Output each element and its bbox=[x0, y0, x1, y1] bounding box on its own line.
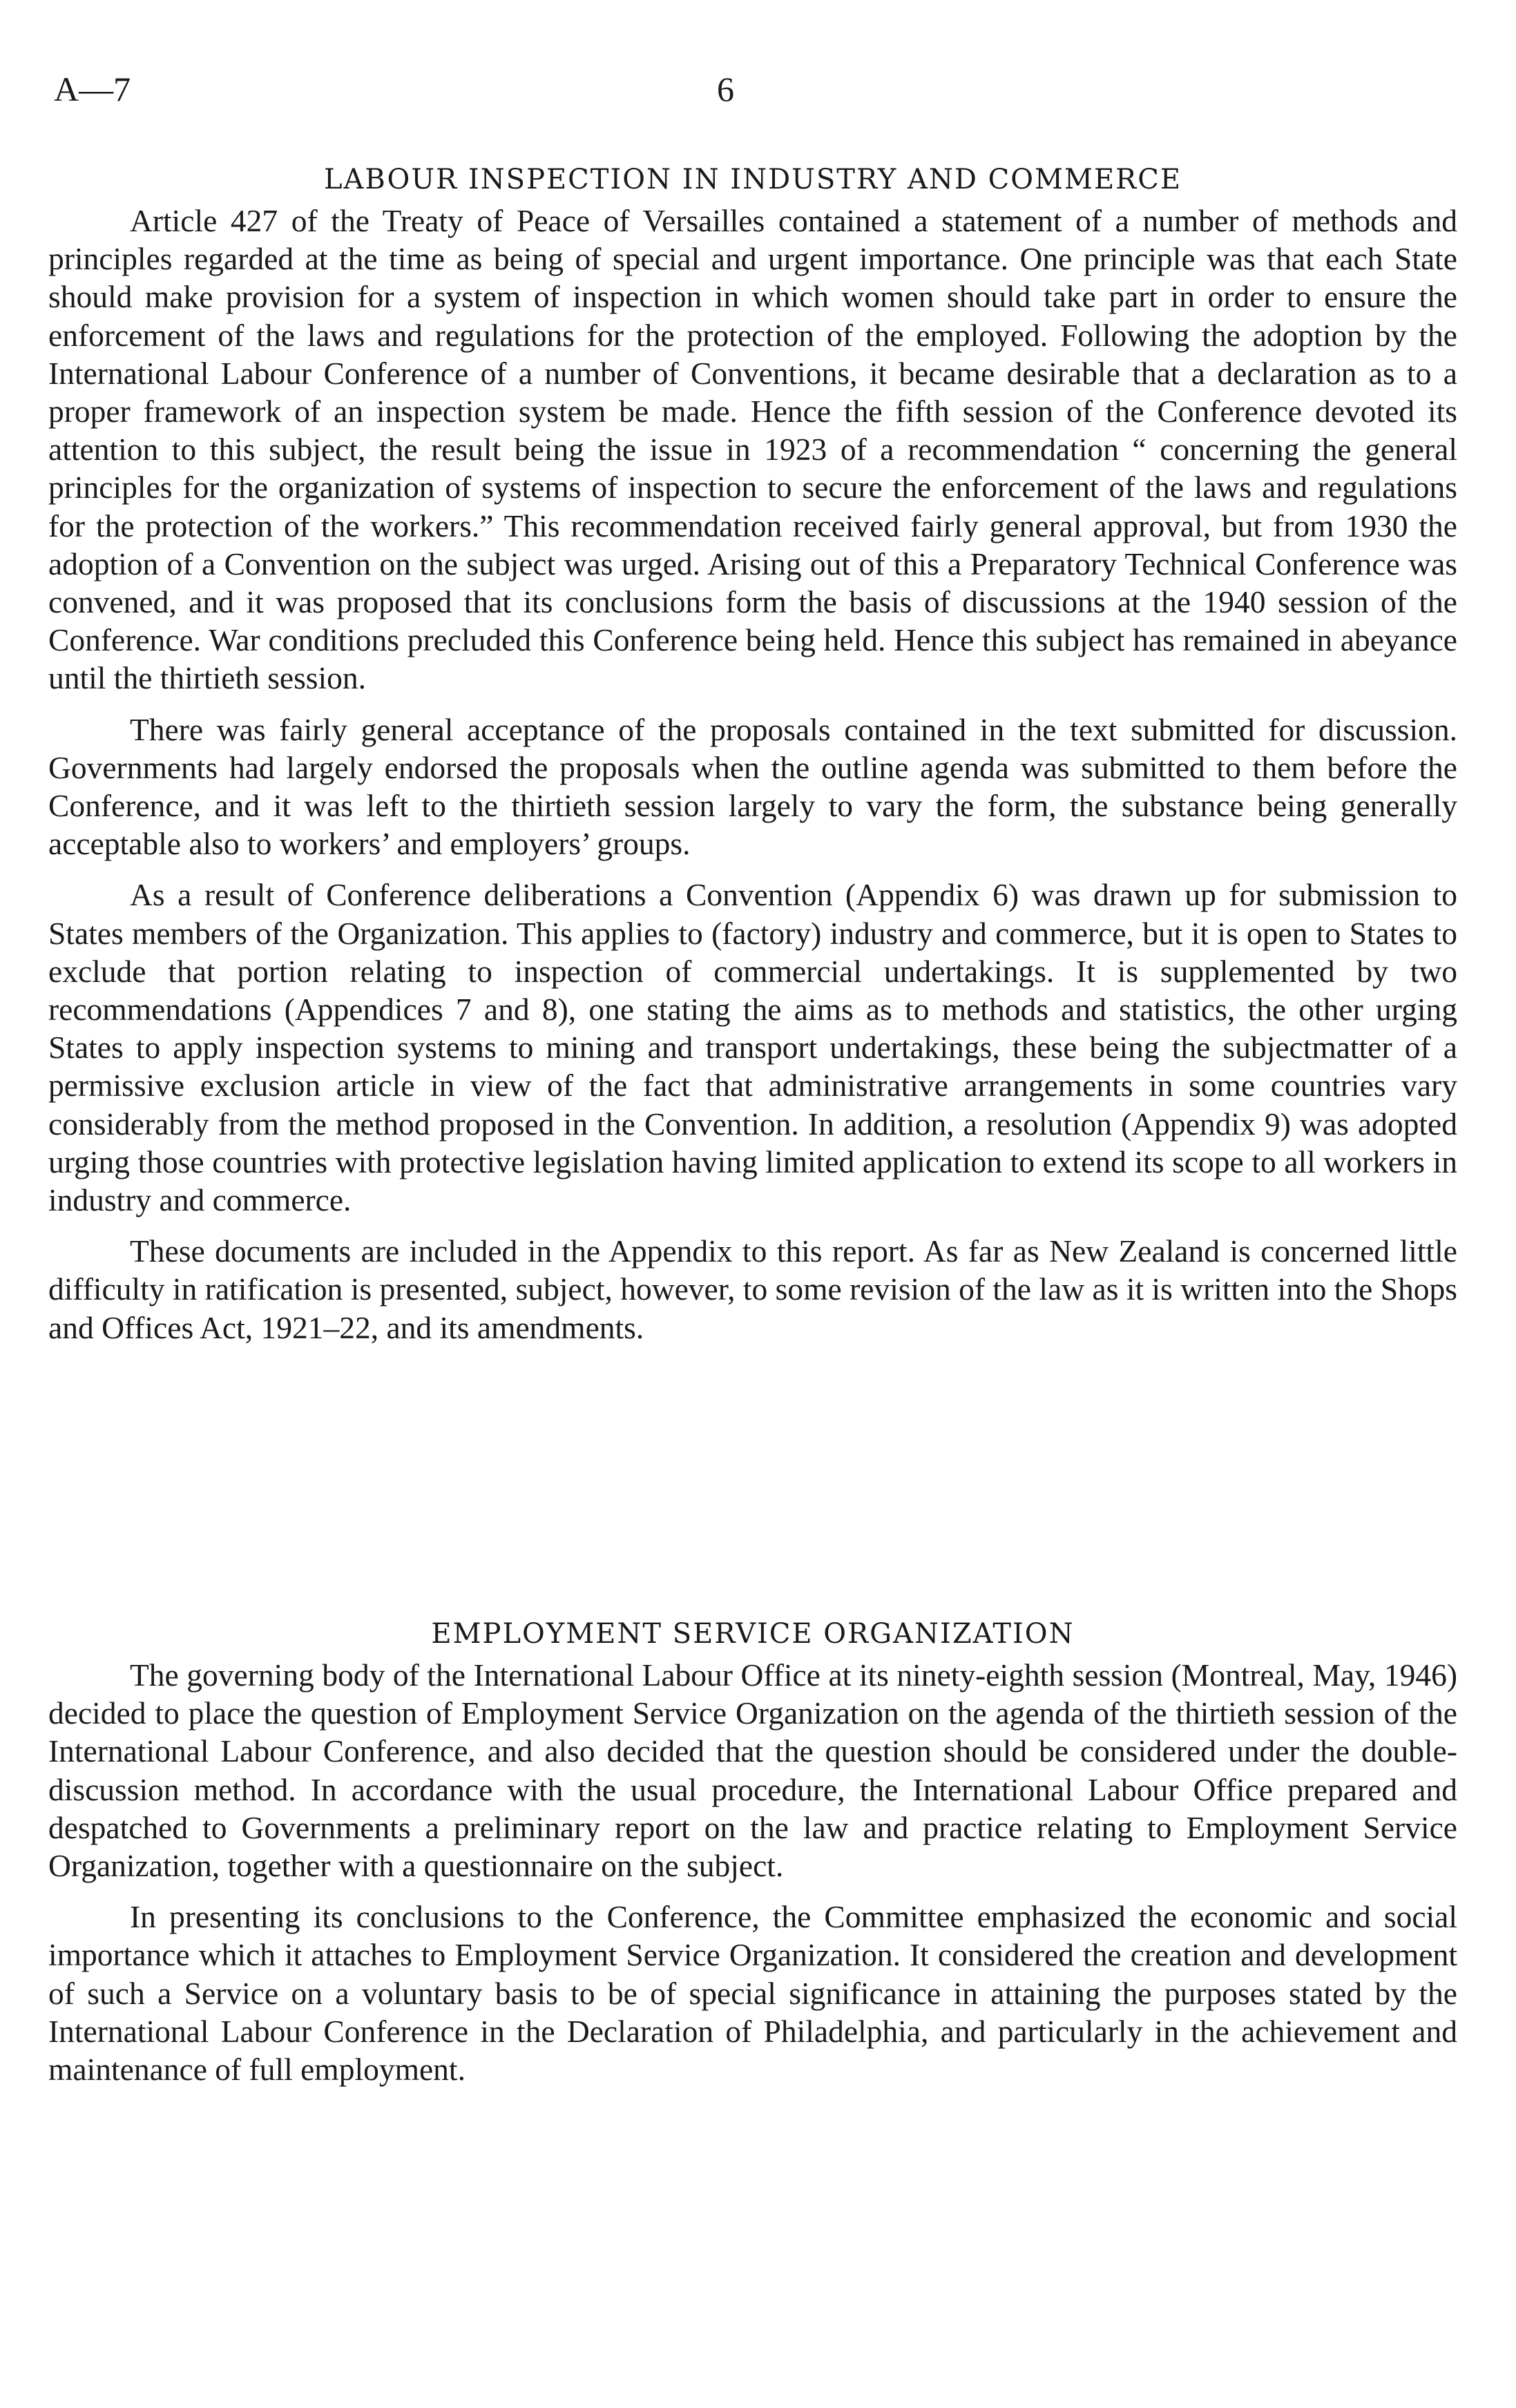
document-reference: A—7 bbox=[54, 70, 131, 108]
paragraph: There was fairly general acceptance of the proposals contained in the text submitted for discussion. Governments had largely endorsed the proposals when the outline agenda was submitted to them before the Conference, and it was left to the thirtieth session largely to vary the form, the substance being generally acceptable also to workers’ and employers’ groups. bbox=[48, 711, 1457, 862]
page-number: 6 bbox=[717, 70, 734, 108]
paragraph: The governing body of the International Labour Office at its ninety-eighth session (Montreal, May, 1946) decided to place the question of Employment Service Organization on the agenda of the thirtieth session of the International Labour Conference, and also decided that the question should be considered under the double-discussion method. In accordance with the usual procedure, the International Labour Office prepared and despatched to Governments a preliminary report on the law and practice relating to Employment Service Organization, together with a questionnaire on the subject. bbox=[48, 1657, 1457, 1884]
paragraph: Article 427 of the Treaty of Peace of Versailles contained a statement of a number of methods and principles regarded at the time as being of special and urgent importance. One principle was that each State should make provision for a system of inspection in which women should take part in order to ensure the enforcement of the laws and regulations for the protection of the employed. Following the adoption by the International Labour Conference of a number of Conventions, it became desirable that a declaration as to a proper framework of an inspection system be made. Hence the fifth session of the Conference devoted its attention to this subject, the result being the issue in 1923 of a recommendation “ concerning the general principles for the organization of systems of inspection to secure the enforcement of the laws and regulations for the protection of the workers.” This recommendation received fairly general approval, but from 1930 the adoption of a Convention on the subject was urged. Arising out of this a Preparatory Technical Conference was convened, and it was proposed that its conclusions form the basis of discussions at the 1940 session of the Conference. War conditions precluded this Conference being held. Hence this subject has remained in abeyance until the thirtieth session. bbox=[48, 203, 1457, 696]
section-labour-inspection bbox=[48, 160, 1457, 1360]
section-title: LABOUR INSPECTION IN INDUSTRY AND COMMERCE bbox=[323, 164, 1182, 195]
page-header bbox=[54, 69, 1433, 124]
section-title: EMPLOYMENT SERVICE ORGANIZATION bbox=[431, 1618, 1075, 1650]
paragraph: As a result of Conference deliberations a Convention (Appendix 6) was drawn up for submission to States members of the Organization. This applies to (factory) industry and commerce, but it is open to States to exclude that portion relating to inspection of commercial undertakings. It is supplemented by two recommendations (Appendices 7 and 8), one stating the aims as to methods and statistics, the other urging States to apply inspection systems to mining and transport undertakings, these being the subjectmatter of a permissive exclusion article in view of the fact that administrative arrangements in some countries vary considerably from the method proposed in the Convention. In addition, a resolution (Appendix 9) was adopted urging those countries with protective legislation having limited application to extend its scope to all workers in industry and commerce. bbox=[48, 877, 1457, 1218]
paragraph: These documents are included in the Appendix to this report. As far as New Zealand is concerned little difficulty in ratification is presented, subject, however, to some revision of the law as it is written into the Shops and Offices Act, 1921–22, and its amendments. bbox=[48, 1233, 1457, 1345]
paragraph: In presenting its conclusions to the Conference, the Committee emphasized the economic and social importance which it attaches to Employment Service Organization. It considered the creation and development of such a Service on a voluntary basis to be of special significance in attaining the purposes stated by the International Labour Conference in the Declaration of Philadelphia, and particularly in the achievement and maintenance of full employment. bbox=[48, 1899, 1457, 2088]
section-employment-service bbox=[48, 1615, 1457, 2101]
